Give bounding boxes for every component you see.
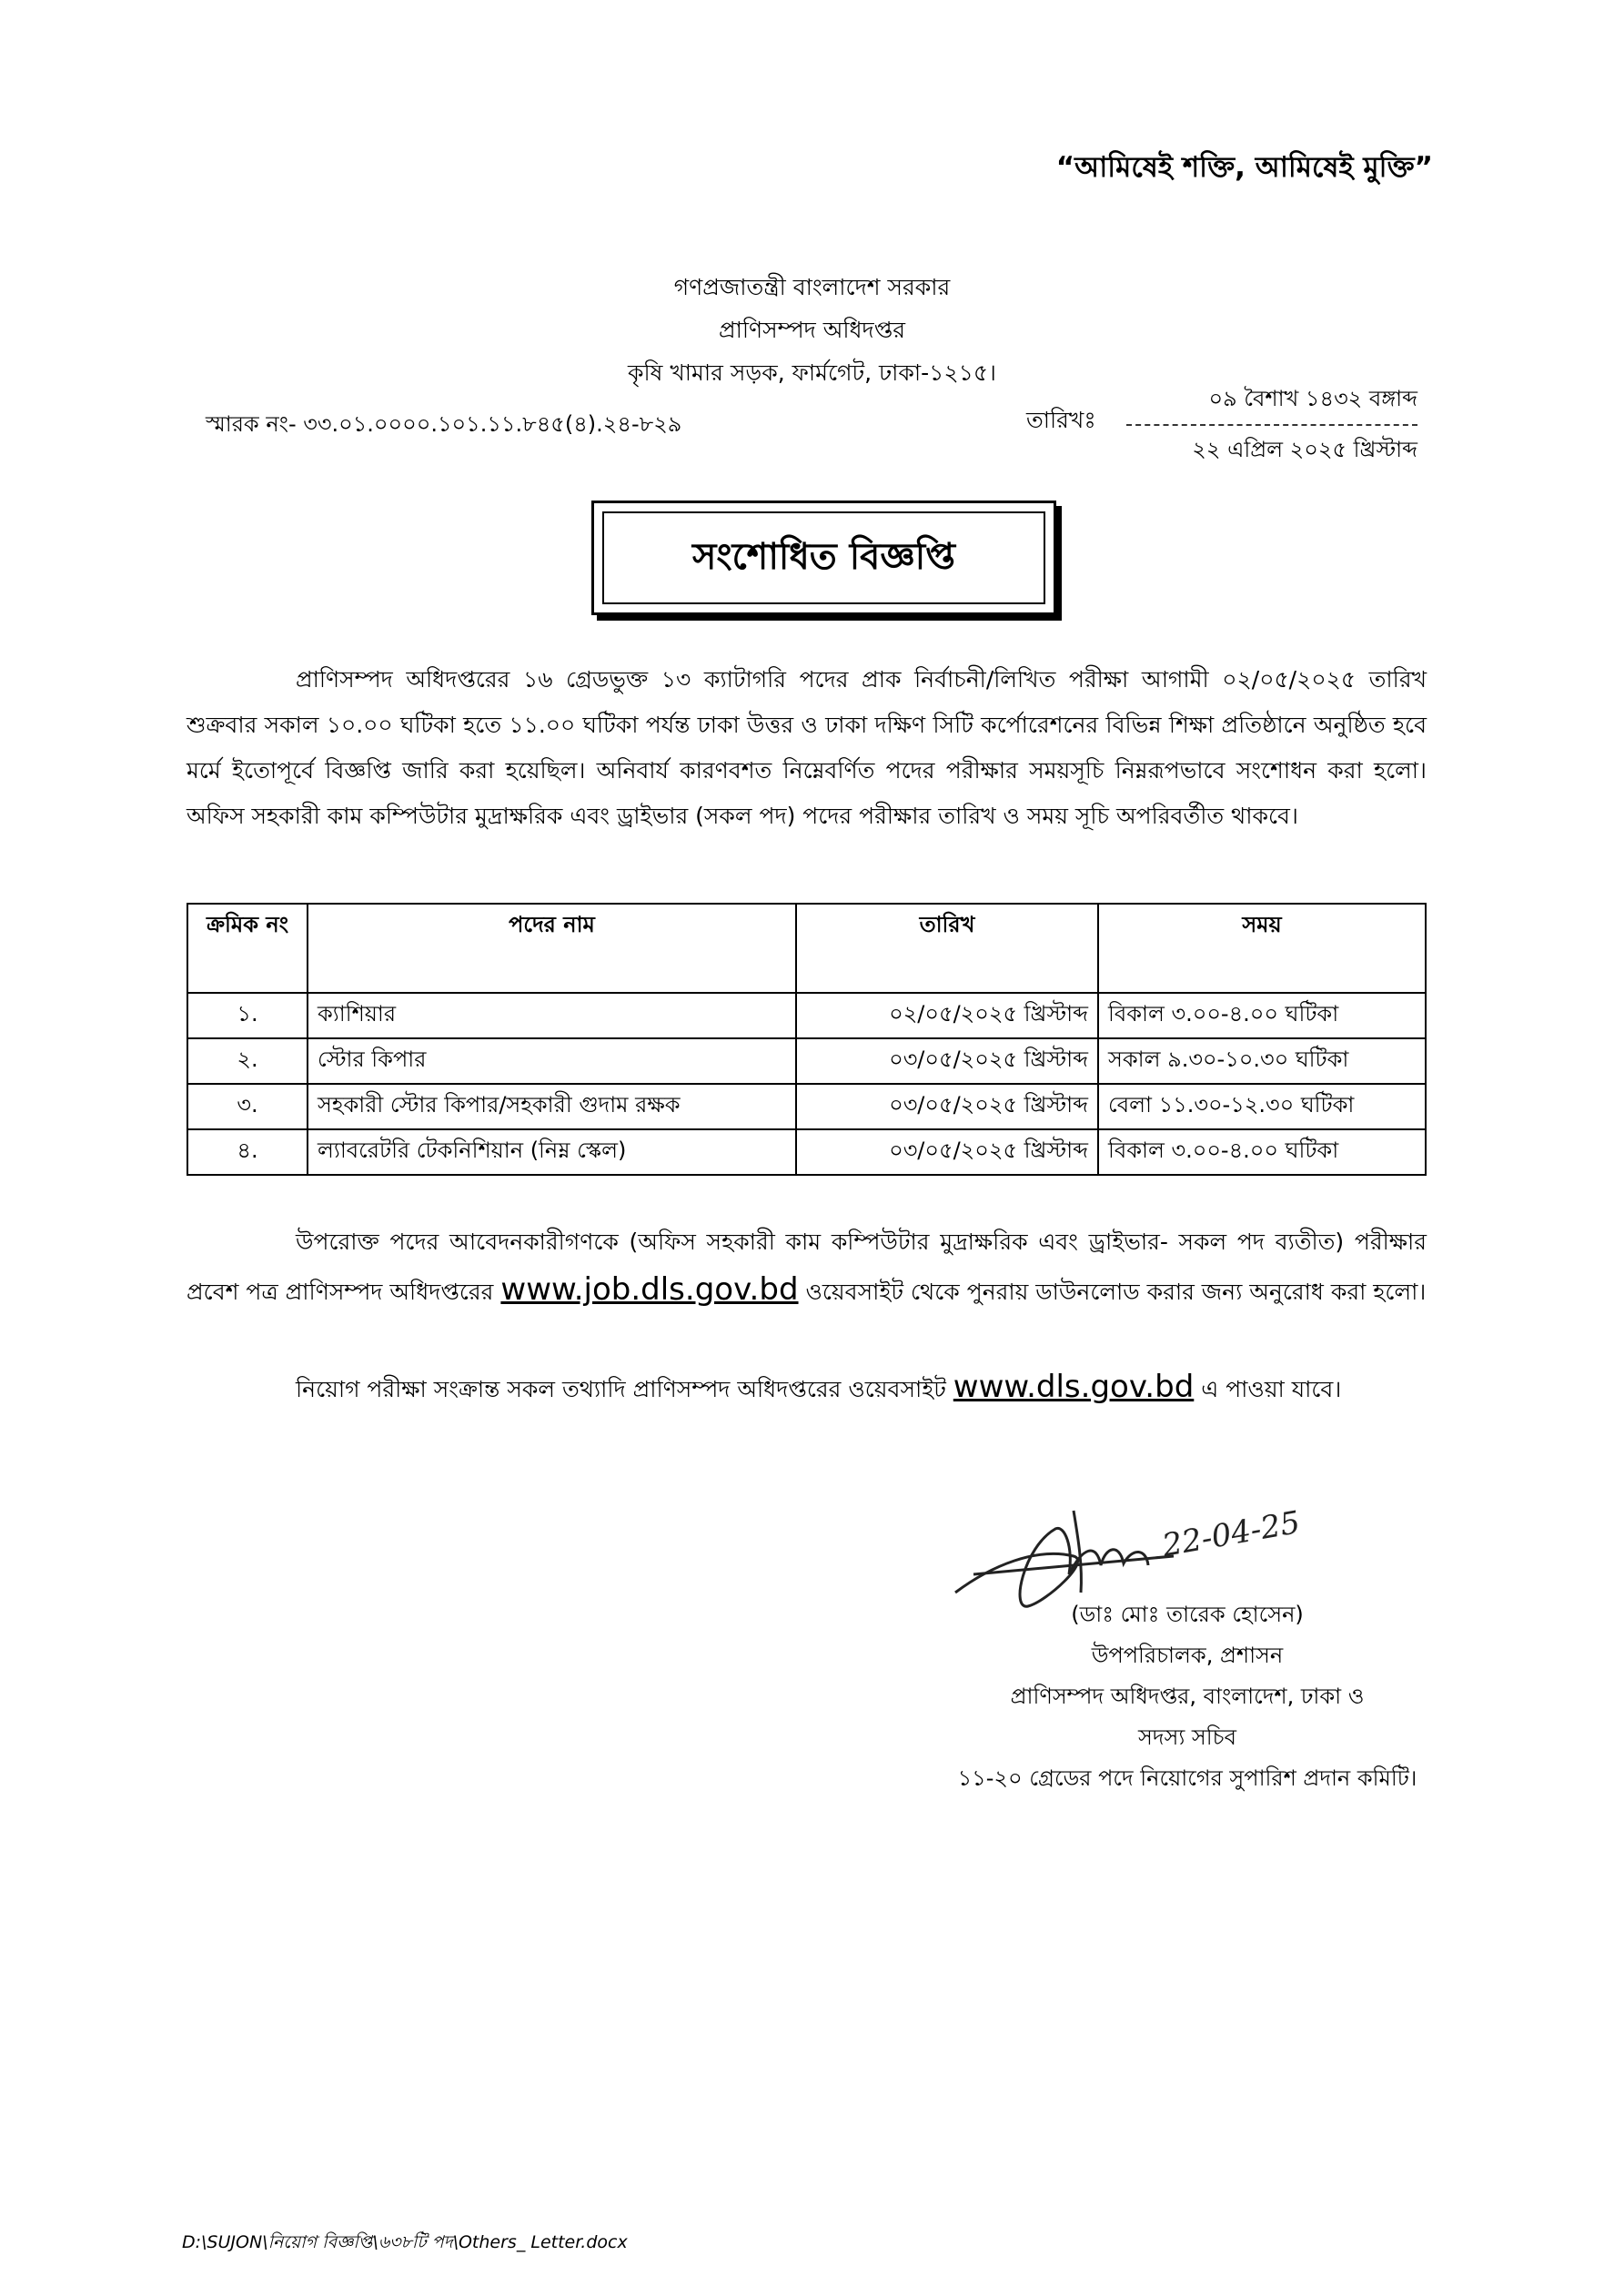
header-time: সময় — [1098, 904, 1426, 993]
signature-date: 22-04-25 — [1159, 1503, 1304, 1564]
signatory-role: সদস্য সচিব — [1138, 1725, 1236, 1750]
paragraph-3-text-after: এ পাওয়া যাবে। — [1194, 1376, 1342, 1402]
row-time: সকাল ৯.৩০-১০.৩০ ঘটিকা — [1098, 1038, 1426, 1084]
signatory-block — [819, 1594, 1556, 1799]
notice-title: সংশোধিত বিজ্ঞপ্তি — [602, 511, 1045, 604]
row-serial: ৩. — [187, 1084, 308, 1129]
dls-website-link[interactable]: www.dls.gov.bd — [953, 1369, 1195, 1405]
row-date: ০৩/০৫/২০২৫ খ্রিস্টাব্দ — [796, 1084, 1098, 1129]
row-date: ০২/০৫/২০২৫ খ্রিস্টাব্দ — [796, 993, 1098, 1038]
row-time: বিকাল ৩.০০-৪.০০ ঘটিকা — [1098, 993, 1426, 1038]
row-post: ক্যাশিয়ার — [308, 993, 796, 1038]
date-bangla: ০৯ বৈশাখ ১৪৩২ বঙ্গাব্দ — [1126, 382, 1417, 426]
schedule-table — [187, 903, 1427, 1176]
header-government: গণপ্রজাতন্ত্রী বাংলাদেশ সরকার — [673, 274, 951, 300]
table-row — [187, 1038, 1426, 1084]
header-post: পদের নাম — [308, 904, 796, 993]
header-department: প্রাণিসম্পদ অধিদপ্তর — [719, 317, 905, 343]
table-row — [187, 993, 1426, 1038]
header-date: তারিখ — [796, 904, 1098, 993]
notice-paragraph-1: প্রাণিসম্পদ অধিদপ্তরের ১৬ গ্রেডভুক্ত ১৩ ক্যাটাগরি পদের প্রাক নির্বাচনী/লিখিত পরীক্ষা আগামী ০২/০৫/২০২৫ তারিখ শুক্রবার সকাল ১০.০০ ঘটিকা হতে ১১.০০ ঘটিকা পর্যন্ত ঢাকা উত্তর ও ঢাকা দক্ষিণ সিটি কর্পোরেশনের বিভিন্ন শিক্ষা প্রতিষ্ঠানে অনুষ্ঠিত হবে মর্মে ইতোপূর্বে বিজ্ঞপ্তি জারি করা হয়েছিল। অনিবার্য কারণবশত নিম্নেবর্ণিত পদের পরীক্ষার সময়সূচি নিম্নরূপভাবে সংশোধন করা হলো। অফিস সহকারী কাম কম্পিউটার মুদ্রাক্ষরিক এবং ড্রাইভার (সকল পদ) পদের পরীক্ষার তারিখ ও সময় সূচি অপরিবর্তীত থাকবে। — [187, 666, 1427, 829]
row-time: বেলা ১১.৩০-১২.৩০ ঘটিকা — [1098, 1084, 1426, 1129]
row-serial: ২. — [187, 1038, 308, 1084]
date-english: ২২ এপ্রিল ২০২৫ খ্রিস্টাব্দ — [1192, 437, 1417, 462]
header-serial: ক্রমিক নং — [187, 904, 308, 993]
notice-paragraph-3 — [187, 1369, 1427, 1411]
memo-number: স্মারক নং- ৩৩.০১.০০০০.১০১.১১.৮৪৫(৪).২৪-৮২৯ — [206, 411, 682, 437]
row-serial: ১. — [187, 993, 308, 1038]
row-post: ল্যাবরেটরি টেকনিশিয়ান (নিম্ন স্কেল) — [308, 1129, 796, 1175]
row-post: সহকারী স্টোর কিপার/সহকারী গুদাম রক্ষক — [308, 1084, 796, 1129]
date-block — [1126, 382, 1417, 470]
signatory-committee: ১১-২০ গ্রেডের পদে নিয়োগের সুপারিশ প্রদান কমিটি। — [957, 1765, 1417, 1791]
title-box — [591, 501, 1056, 615]
table-row — [187, 1129, 1426, 1175]
header-address: কৃষি খামার সড়ক, ফার্মগেট, ঢাকা-১২১৫। — [628, 359, 996, 386]
slogan: “আমিষেই শক্তি, আমিষেই মুক্তি” — [1055, 151, 1433, 184]
paragraph-2-text-after: ওয়েবসাইট থেকে পুনরায় ডাউনলোড করার জন্য অনুরোধ করা হলো। — [798, 1279, 1427, 1305]
date-label: তারিখঃ — [1026, 407, 1096, 433]
office-header — [0, 266, 1624, 394]
notice-paragraph-2 — [187, 1218, 1427, 1316]
table-row — [187, 1084, 1426, 1129]
paragraph-2-text-before: উপরোক্ত পদের আবেদনকারীগণকে (অফিস সহকারী কাম কম্পিউটার মুদ্রাক্ষরিক এবং ড্রাইভার- সকল পদ ব্যতীত) পরীক্ষার প্রবেশ পত্র প্রাণিসম্পদ অধিদপ্তরের — [187, 1229, 1427, 1305]
row-serial: ৪. — [187, 1129, 308, 1175]
signatory-name: (ডাঃ মোঃ তারেক হোসেন) — [1071, 1602, 1304, 1627]
row-time: বিকাল ৩.০০-৪.০০ ঘটিকা — [1098, 1129, 1426, 1175]
job-website-link[interactable]: www.job.dls.gov.bd — [500, 1271, 799, 1308]
row-date: ০৩/০৫/২০২৫ খ্রিস্টাব্দ — [796, 1129, 1098, 1175]
table-header-row — [187, 904, 1426, 993]
row-post: স্টোর কিপার — [308, 1038, 796, 1084]
signatory-designation: উপপরিচালক, প্রশাসন — [1091, 1643, 1284, 1668]
paragraph-3-text-before: নিয়োগ পরীক্ষা সংক্রান্ত সকল তথ্যাদি প্রাণিসম্পদ অধিদপ্তরের ওয়েবসাইট — [296, 1376, 953, 1402]
file-path-footer: D:\SUJON\নিয়োগ বিজ্ঞপ্তি\৬৩৮টি পদ\Others_ Letter.docx — [182, 2232, 628, 2252]
signatory-office: প্রাণিসম্পদ অধিদপ্তর, বাংলাদেশ, ঢাকা ও — [1010, 1684, 1365, 1709]
row-date: ০৩/০৫/২০২৫ খ্রিস্টাব্দ — [796, 1038, 1098, 1084]
